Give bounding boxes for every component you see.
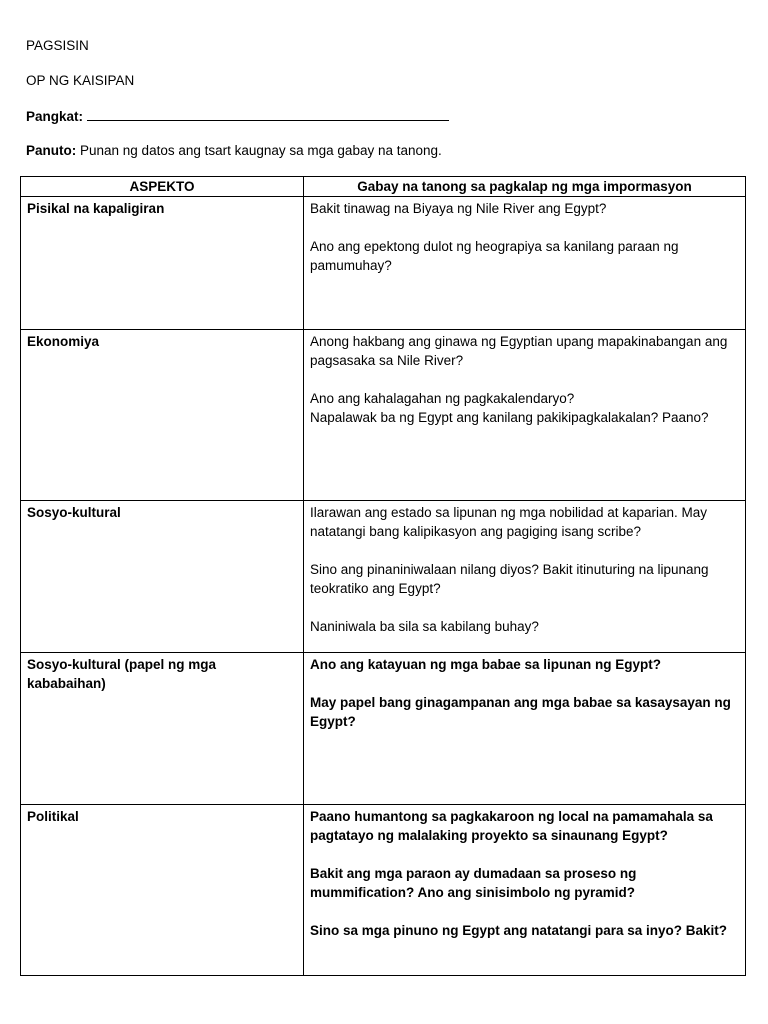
question: Naniniwala ba sila sa kabilang buhay? xyxy=(310,619,539,634)
table-row xyxy=(21,197,746,330)
aspect-cell: Pisikal na kapaligiran xyxy=(21,197,304,330)
header-line-2: OP NG KAISIPAN xyxy=(26,73,135,88)
question: Bakit ang mga paraon ay dumadaan sa proseso ng mummification? Ano ang sinisimbolo ng pyramid? xyxy=(310,866,637,900)
table-row xyxy=(21,501,746,653)
column-header-questions: Gabay na tanong sa pagkalap ng mga impormasyon xyxy=(304,177,746,197)
guide-table xyxy=(20,176,746,976)
questions-cell xyxy=(304,197,746,330)
table-row xyxy=(21,330,746,501)
question: Anong hakbang ang ginawa ng Egyptian upang mapakinabangan ang pagsasaka sa Nile River? xyxy=(310,334,728,368)
questions-cell xyxy=(304,330,746,501)
question: Ano ang kahalagahan ng pagkakalendaryo? xyxy=(310,391,575,406)
question: Sino ang pinaniniwalaan nilang diyos? Bakit itinuturing na lipunang teokratiko ang Egypt? xyxy=(310,562,709,596)
question: Bakit tinawag na Biyaya ng Nile River ang Egypt? xyxy=(310,201,607,216)
instruction-line xyxy=(26,143,442,158)
instruction-label: Panuto: xyxy=(26,143,77,158)
question: Sino sa mga pinuno ng Egypt ang natatangi para sa inyo? Bakit? xyxy=(310,923,728,938)
question: Ilarawan ang estado sa lipunan ng mga nobilidad at kaparian. May natatangi bang kalipikasyon ang pagiging isang scribe? xyxy=(310,505,708,539)
table-header-row xyxy=(21,177,746,197)
group-line xyxy=(26,108,449,124)
table-row xyxy=(21,805,746,976)
aspect-cell: Sosyo-kultural (papel ng mga kababaihan) xyxy=(21,653,304,805)
column-header-aspect: ASPEKTO xyxy=(21,177,304,197)
group-label: Pangkat: xyxy=(26,109,84,124)
table-row xyxy=(21,653,746,805)
question: May papel bang ginagampanan ang mga babae sa kasaysayan ng Egypt? xyxy=(310,695,731,729)
aspect-cell: Sosyo-kultural xyxy=(21,501,304,653)
question: Napalawak ba ng Egypt ang kanilang pakikipagkalakalan? Paano? xyxy=(310,410,709,425)
questions-cell xyxy=(304,501,746,653)
group-blank xyxy=(87,108,449,121)
question: Ano ang epektong dulot ng heograpiya sa kanilang paraan ng pamumuhay? xyxy=(310,239,679,273)
aspect-cell: Ekonomiya xyxy=(21,330,304,501)
instruction-text: Punan ng datos ang tsart kaugnay sa mga gabay na tanong. xyxy=(76,143,442,158)
questions-cell xyxy=(304,653,746,805)
question: Paano humantong sa pagkakaroon ng local na pamamahala sa pagtatayo ng malalaking proyekto sa sinaunang Egypt? xyxy=(310,809,713,843)
questions-cell xyxy=(304,805,746,976)
aspect-cell: Politikal xyxy=(21,805,304,976)
header-line-1: PAGSISIN xyxy=(26,38,89,53)
question: Ano ang katayuan ng mga babae sa lipunan ng Egypt? xyxy=(310,657,662,672)
